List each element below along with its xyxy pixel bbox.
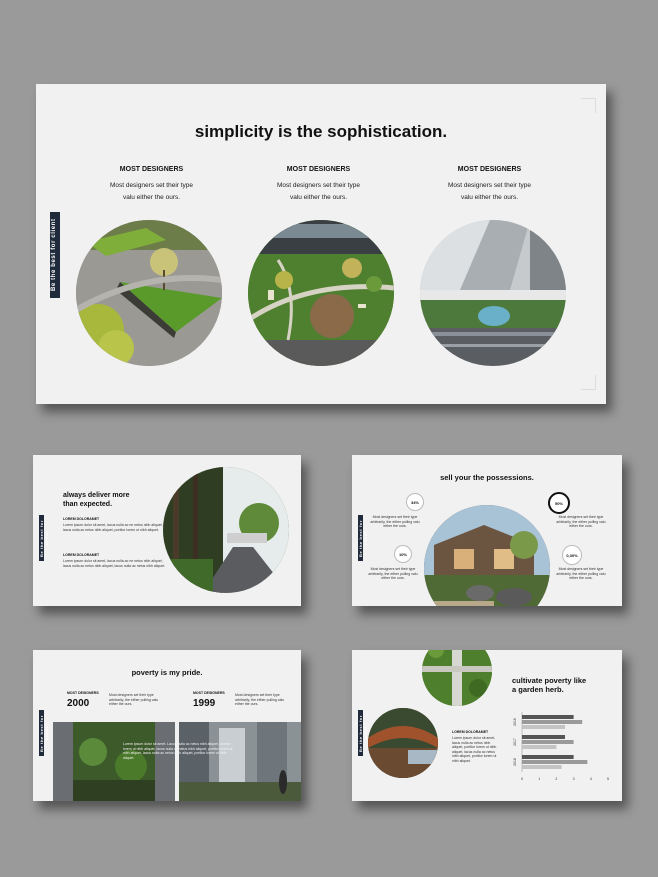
photo-caption: Lorem ipsum dolor sit amet. Lacus nulla ac netus nibh aliquet, portitor lorem ut nibh aliquet, lacus nulla ac netus nibh aliquet, portitor lorem ut nibh aliquet, lacus nulla ac netus nibh aliquet, portitor lorem ut nibh aliquet.	[123, 742, 233, 760]
block-text: Lorem ipsum dolor sit amet, lacus nulla ac ne netus nibh aliquet, lacus nulla ac netus nibh aliquet, lacus nulla ac netus nibh aliquet.	[63, 559, 166, 568]
bar	[522, 715, 574, 719]
bar-chart	[508, 708, 614, 788]
x-tick-label: 0	[521, 777, 523, 781]
side-tab: Be the best for client	[39, 710, 44, 756]
stat-ring: 50%	[548, 492, 570, 514]
column-text: Most designers set their type valu either the ours.	[447, 182, 532, 201]
bar	[522, 725, 565, 729]
item-label: MOST DESIGNERS	[67, 691, 99, 695]
slide-3	[352, 455, 622, 606]
slide-title: sell your the possessions.	[440, 473, 534, 482]
photo-city	[179, 722, 301, 801]
text-label: LOREM DOLORAMET	[452, 730, 489, 734]
side-tab: Be the best for client	[39, 515, 44, 561]
corner-mark	[581, 98, 596, 113]
slide-4	[33, 650, 301, 801]
stat-ring: 0,30%	[562, 545, 582, 565]
photo-circle-aerial	[420, 220, 566, 366]
photo-circle-path	[422, 650, 492, 706]
item-year: 1999	[193, 698, 216, 709]
photo-circle-house	[424, 505, 550, 606]
stat-text: Most designers set their type arbitrarily, the either pulling valu either the ours.	[368, 567, 418, 580]
photo-circle-pavilion	[368, 708, 438, 778]
stat-text: Most designers set their type arbitrarily, the either pulling valu either the ours.	[556, 515, 606, 528]
block-text: Lorem ipsum dolor sit amet, lacus nulla ac ne netus nibh aliquet, lacus nulla ac netus nibh aliquet, portitor lorem ut nibh aliquet.	[63, 523, 163, 532]
bar	[522, 755, 574, 759]
bar	[522, 760, 587, 764]
slide-title: cultivate poverty like a garden herb.	[512, 676, 587, 694]
item-label: MOST DESIGNERS	[193, 691, 225, 695]
x-tick-label: 4	[589, 777, 592, 781]
x-tick-label: 1	[538, 777, 541, 781]
category-label: 2016	[513, 718, 517, 726]
photo-circle-plaza	[76, 220, 222, 366]
photo-circle-forest	[163, 467, 289, 593]
item-year: 2000	[67, 698, 90, 709]
bar	[522, 740, 574, 744]
item-text: Most designers set their type arbitrarily, the either pulling valu either the ours.	[109, 693, 159, 706]
column-text: Most designers set their type valu either the ours.	[276, 182, 361, 201]
category-label: 2017	[513, 738, 517, 746]
stat-ring: 10%	[394, 545, 412, 563]
bar	[522, 765, 562, 769]
block-label: LOREM DOLORAMET	[63, 517, 100, 521]
bar	[522, 745, 556, 749]
photo-courtyard	[53, 722, 175, 801]
column-heading: MOST DESIGNERS	[286, 166, 351, 173]
slide-title: always deliver more than expected.	[63, 492, 130, 508]
slide-1	[36, 84, 606, 404]
slide-title: poverty is my pride.	[131, 668, 203, 677]
item-text: Most designers set their type arbitrarily, the either pulling valu either the ours.	[235, 693, 285, 706]
category-label: 2018	[513, 758, 517, 766]
photo-circle-park	[248, 220, 394, 366]
x-tick-label: 3	[572, 777, 575, 781]
bar	[522, 735, 565, 739]
text-body: Lorem ipsum dolor sit amet, lacus nulla ac netus nibh aliquet, portitor lorem ut nibh aliquet, lacus nulla ac netus nibh aliquet, portitor lorem ut nibh aliquet.	[452, 736, 497, 763]
stat-text: Most designers set their type arbitrarily, the either pulling valu either the ours.	[556, 567, 606, 580]
stat-ring: 34%	[406, 493, 424, 511]
side-tab: Be the best for client	[358, 710, 363, 756]
column-text: Most designers set their type valu either the ours.	[109, 182, 194, 201]
slide-2	[33, 455, 301, 606]
side-tab: Be the best for client	[50, 212, 60, 298]
block-label: LOREM DOLORAMET	[63, 553, 100, 557]
bar	[522, 720, 582, 724]
side-tab: Be the best for client	[358, 515, 363, 561]
slide-5	[352, 650, 622, 801]
stat-text: Most designers set their type arbitrarily, the either pulling valu either the ours.	[370, 515, 420, 528]
column-heading: MOST DESIGNERS	[119, 166, 184, 173]
column-heading: MOST DESIGNERS	[457, 166, 522, 173]
x-tick-label: 2	[555, 777, 558, 781]
slide-title: simplicity is the sophistication.	[194, 122, 448, 141]
corner-mark	[581, 375, 596, 390]
x-tick-label: 5	[607, 777, 609, 781]
